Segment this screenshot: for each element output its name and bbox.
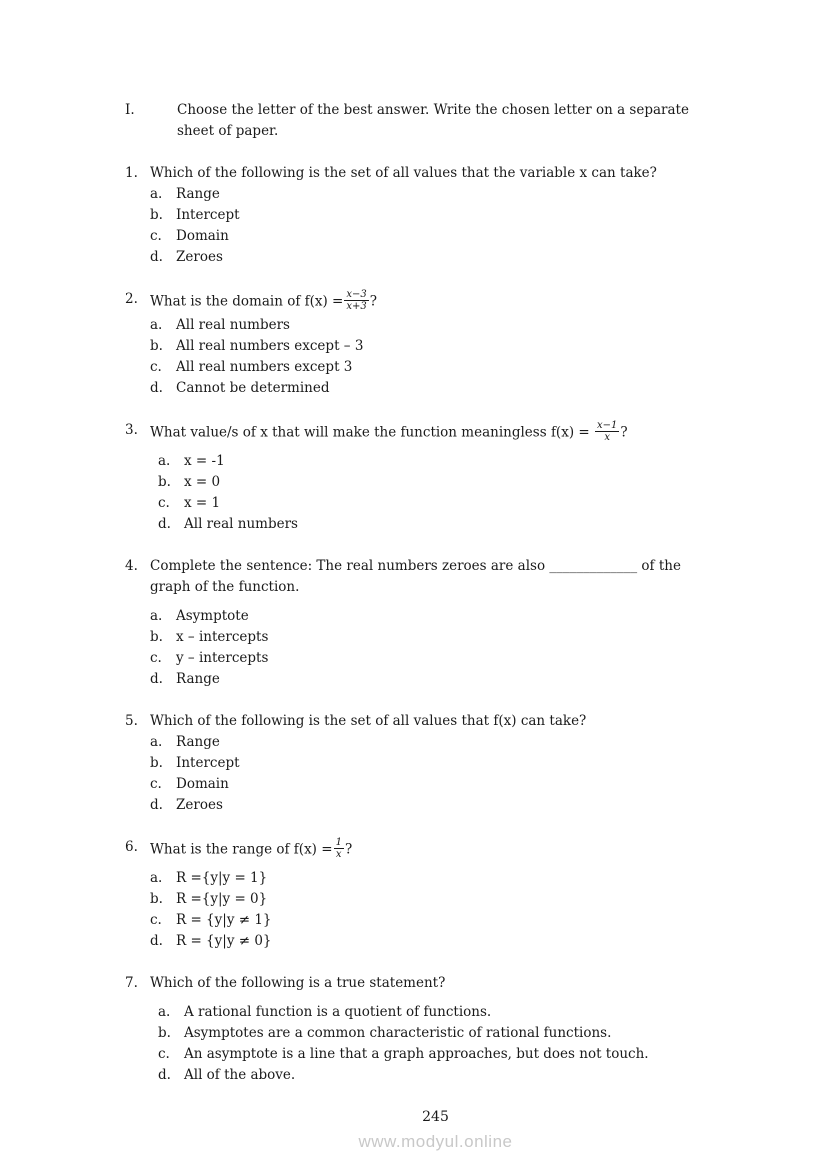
question-text: Which of the following is the set of all values that f(x) can take? bbox=[150, 713, 587, 729]
question-2-line bbox=[125, 289, 746, 315]
fraction bbox=[344, 289, 368, 312]
question-text-prefix: What is the domain of f(x) = bbox=[150, 293, 344, 310]
option bbox=[150, 627, 746, 648]
option-label: a. bbox=[150, 317, 163, 333]
question-text bbox=[150, 837, 352, 863]
option bbox=[150, 648, 746, 669]
section-header bbox=[125, 100, 746, 142]
question-text-prefix: What is the range of f(x) = bbox=[150, 841, 333, 858]
option-label: b. bbox=[150, 629, 163, 645]
option bbox=[150, 774, 746, 795]
watermark: www.modyul.online bbox=[358, 1132, 513, 1151]
option-label: b. bbox=[150, 207, 163, 223]
question-text-suffix: ? bbox=[369, 293, 377, 310]
option bbox=[158, 1044, 746, 1065]
option-label: b. bbox=[158, 1025, 171, 1041]
option-text: Cannot be determined bbox=[176, 380, 330, 396]
question-number: 5. bbox=[125, 713, 138, 729]
option-text: Domain bbox=[176, 228, 229, 244]
question-text-line-2: graph of the function. bbox=[150, 579, 300, 595]
option-text: R ={y|y = 1} bbox=[176, 870, 268, 886]
fraction-denominator: x bbox=[595, 431, 619, 443]
question-text bbox=[150, 420, 628, 446]
question-number: 7. bbox=[125, 975, 138, 991]
question-text: Which of the following is the set of all values that the variable x can take? bbox=[150, 165, 657, 181]
fraction-numerator: 1 bbox=[335, 837, 342, 848]
option-label: b. bbox=[150, 755, 163, 771]
option bbox=[158, 472, 746, 493]
option-text: All real numbers bbox=[184, 516, 298, 532]
question-number: 2. bbox=[125, 291, 138, 307]
option-text: R ={y|y = 0} bbox=[176, 891, 268, 907]
question-7-line bbox=[125, 973, 746, 994]
option-text: x = -1 bbox=[184, 453, 225, 469]
option-text: Asymptote bbox=[176, 608, 249, 624]
fraction bbox=[595, 420, 619, 443]
question-text: Which of the following is a true statement? bbox=[150, 975, 446, 991]
option-text: Range bbox=[176, 186, 220, 202]
question-7 bbox=[125, 973, 746, 1086]
option-text: Range bbox=[176, 734, 220, 750]
page-footer bbox=[125, 1108, 746, 1152]
option bbox=[150, 336, 746, 357]
option-label: c. bbox=[150, 359, 162, 375]
option bbox=[150, 315, 746, 336]
instruction-line-2: sheet of paper. bbox=[177, 123, 279, 139]
question-5-options bbox=[150, 732, 746, 816]
option bbox=[150, 931, 746, 952]
option-label: c. bbox=[150, 650, 162, 666]
option-label: b. bbox=[150, 891, 163, 907]
option-label: c. bbox=[150, 776, 162, 792]
question-2-options bbox=[150, 315, 746, 399]
option bbox=[150, 910, 746, 931]
question-number: 3. bbox=[125, 422, 138, 438]
option bbox=[150, 606, 746, 627]
question-3-line bbox=[125, 420, 746, 446]
option-label: c. bbox=[158, 1046, 170, 1062]
section-label: I. bbox=[125, 102, 135, 118]
question-4 bbox=[125, 556, 746, 690]
option bbox=[158, 1002, 746, 1023]
option-label: a. bbox=[158, 1004, 171, 1020]
option-text: Intercept bbox=[176, 755, 240, 771]
option bbox=[150, 184, 746, 205]
instruction-text bbox=[177, 100, 689, 142]
option-text: R = {y|y ≠ 0} bbox=[176, 933, 272, 949]
option-label: d. bbox=[158, 1067, 171, 1083]
option bbox=[150, 868, 746, 889]
option-text: Intercept bbox=[176, 207, 240, 223]
option-label: d. bbox=[158, 516, 171, 532]
fraction-numerator: x−3 bbox=[346, 289, 367, 300]
option-text: x = 1 bbox=[184, 495, 221, 511]
option bbox=[150, 357, 746, 378]
option-text: Zeroes bbox=[176, 249, 223, 265]
option-label: a. bbox=[150, 734, 163, 750]
question-3-options bbox=[158, 451, 746, 535]
question-3 bbox=[125, 420, 746, 535]
question-text-suffix: ? bbox=[620, 424, 628, 441]
question-7-options bbox=[158, 1002, 746, 1086]
option-label: b. bbox=[150, 338, 163, 354]
question-text bbox=[150, 556, 681, 598]
question-5-line bbox=[125, 711, 746, 732]
option-text: All real numbers bbox=[176, 317, 290, 333]
option bbox=[150, 247, 746, 268]
option-text: Asymptotes are a common characteristic of rational functions. bbox=[184, 1025, 612, 1041]
option bbox=[158, 493, 746, 514]
option-text: All real numbers except – 3 bbox=[176, 338, 364, 354]
fraction-denominator: x bbox=[334, 848, 344, 860]
option bbox=[150, 732, 746, 753]
option-text: Range bbox=[176, 671, 220, 687]
option-label: d. bbox=[150, 671, 163, 687]
option-label: b. bbox=[158, 474, 171, 490]
option-label: c. bbox=[158, 495, 170, 511]
option-text: Domain bbox=[176, 776, 229, 792]
option-text: A rational function is a quotient of functions. bbox=[184, 1004, 492, 1020]
option bbox=[150, 378, 746, 399]
option bbox=[158, 514, 746, 535]
question-6-line bbox=[125, 837, 746, 863]
question-text-line-1: Complete the sentence: The real numbers zeroes are also _____________ of the bbox=[150, 558, 681, 574]
option bbox=[150, 889, 746, 910]
option-label: d. bbox=[150, 249, 163, 265]
question-text bbox=[150, 289, 377, 315]
option-label: a. bbox=[150, 186, 163, 202]
option bbox=[150, 753, 746, 774]
question-1-line bbox=[125, 163, 746, 184]
question-text-suffix: ? bbox=[344, 841, 353, 858]
question-number: 4. bbox=[125, 558, 138, 574]
page-number: 245 bbox=[422, 1109, 449, 1125]
option bbox=[150, 795, 746, 816]
fraction-numerator: x−1 bbox=[596, 420, 618, 431]
option-label: a. bbox=[158, 453, 171, 469]
option-label: d. bbox=[150, 380, 163, 396]
option bbox=[158, 1023, 746, 1044]
option-label: c. bbox=[150, 912, 162, 928]
fraction-denominator: x+3 bbox=[346, 301, 367, 312]
option bbox=[158, 1065, 746, 1086]
question-6 bbox=[125, 837, 746, 952]
question-5 bbox=[125, 711, 746, 816]
question-1-options bbox=[150, 184, 746, 268]
question-2 bbox=[125, 289, 746, 399]
option-text: All real numbers except 3 bbox=[176, 359, 353, 375]
question-6-options bbox=[150, 868, 746, 952]
option-text: x = 0 bbox=[184, 474, 221, 490]
option bbox=[150, 669, 746, 690]
question-number: 6. bbox=[125, 839, 138, 855]
question-number: 1. bbox=[125, 165, 138, 181]
option-label: a. bbox=[150, 870, 163, 886]
option-label: a. bbox=[150, 608, 163, 624]
option-text: All of the above. bbox=[184, 1067, 296, 1083]
fraction bbox=[334, 837, 344, 860]
option bbox=[150, 205, 746, 226]
question-text-prefix: What value/s of x that will make the function meaningless f(x) = bbox=[150, 424, 594, 441]
option-label: d. bbox=[150, 933, 163, 949]
question-1 bbox=[125, 163, 746, 268]
question-4-line bbox=[125, 556, 746, 598]
option bbox=[158, 451, 746, 472]
option-text: Zeroes bbox=[176, 797, 223, 813]
instruction-line-1: Choose the letter of the best answer. Write the chosen letter on a separate bbox=[177, 102, 689, 118]
option-label: c. bbox=[150, 228, 162, 244]
option-label: d. bbox=[150, 797, 163, 813]
option-text: x – intercepts bbox=[176, 629, 269, 645]
option bbox=[150, 226, 746, 247]
option-text: An asymptote is a line that a graph approaches, but does not touch. bbox=[184, 1046, 649, 1062]
option-text: R = {y|y ≠ 1} bbox=[176, 912, 272, 928]
question-4-options bbox=[150, 606, 746, 690]
option-text: y – intercepts bbox=[176, 650, 269, 666]
